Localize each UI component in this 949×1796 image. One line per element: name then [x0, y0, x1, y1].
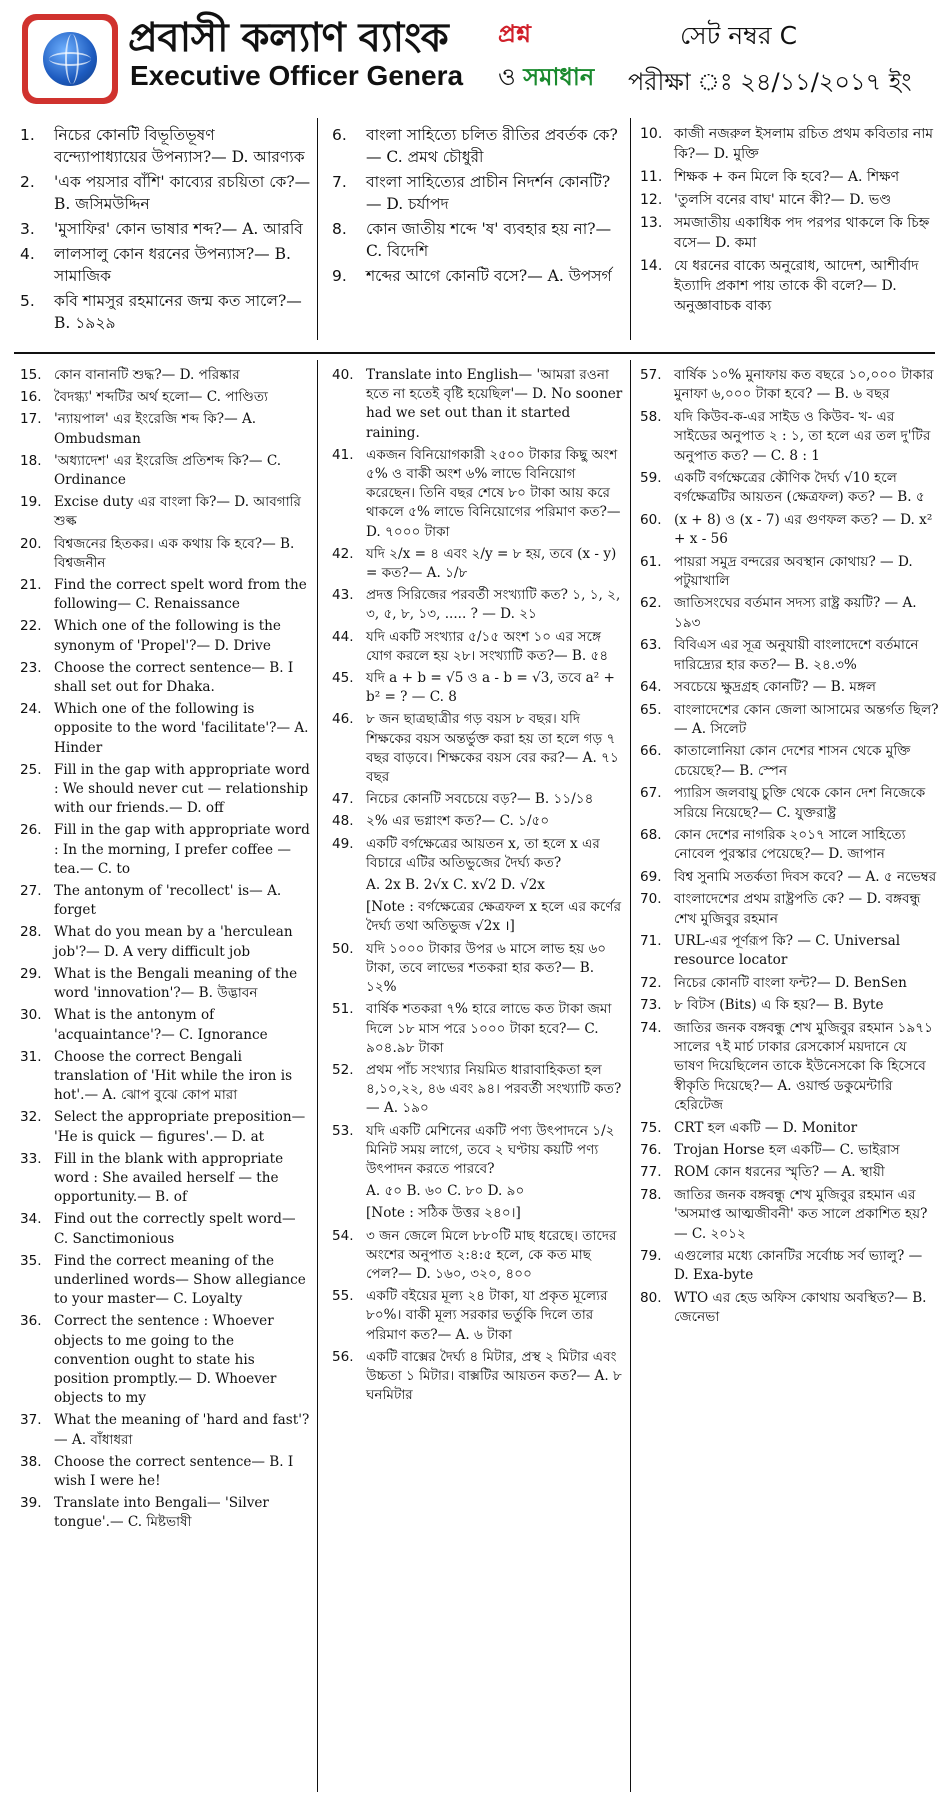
- question-number: 22.: [20, 618, 42, 635]
- question-text: Choose the correct sentence— B. I wish I were he!: [54, 1453, 294, 1489]
- question-note: [332, 1182, 624, 1201]
- question-number: 6.: [332, 126, 347, 144]
- question-item: [20, 821, 312, 879]
- column-divider: [317, 360, 318, 1792]
- question-text: কোন জাতীয় শব্দে 'ষ' ব্যবহার হয় না?— C. বিদেশি: [366, 220, 612, 260]
- question-number: 46.: [332, 711, 354, 728]
- question-item: [20, 700, 312, 758]
- question-text: ৮ জন ছাত্রছাত্রীর গড় বয়স ৮ বছর। যদি শিক্ষকের বয়স অন্তর্ভুক্ত করা হয় তা হলে গড় ৭ বছর বাড়বে। শিক্ষকের বয়স বের কর?— A. ৭১ বছর: [366, 711, 619, 786]
- question-text: যদি ১০০০ টাকার উপর ৬ মাসে লাভ হয় ৬০ টাকা, তবে লাভের শতকরা হার কত?— B. ১২%: [366, 940, 607, 996]
- question-number: 55.: [332, 1288, 354, 1305]
- question-item: [640, 742, 940, 781]
- question-number: 69.: [640, 868, 662, 885]
- question-item: [640, 124, 940, 164]
- question-text: Trojan Horse হল একটি— C. ভাইরাস: [674, 1142, 900, 1159]
- question-text: বিশ্বজনের হিতকর। এক কথায় কি হবে?— B. বিশ্বজনীন: [54, 535, 295, 571]
- question-text: 'অধ্যাদেশ' এর ইংরেজি প্রতিশব্দ কি?— C. Ordinance: [54, 452, 282, 489]
- question-item: [640, 408, 940, 466]
- question-number: 70.: [640, 891, 662, 908]
- question-item: [20, 1210, 312, 1248]
- question-number: 23.: [20, 659, 42, 676]
- qa-answer-word: সমাধান: [523, 63, 595, 91]
- question-item: [20, 366, 312, 385]
- question-text: একটি বর্গক্ষেত্রের কৌণিক দৈর্ঘ্য √10 হলে বর্গক্ষেত্রটির আয়তন (ক্ষেত্রফল) কত? — B. ৫: [674, 470, 925, 506]
- question-number: 43.: [332, 587, 354, 604]
- question-text: কোন দেশের নাগরিক ২০১৭ সালে সাহিত্যে নোবেল পুরস্কার পেয়েছে?— D. জাপান: [674, 826, 906, 863]
- column-divider: [630, 360, 631, 1792]
- question-item: [640, 511, 940, 550]
- question-item: [20, 452, 312, 490]
- question-text: একটি বর্গক্ষেত্রের আয়তন x, তা হলে x এর বিচারে এটির অতিভুজের দৈর্ঘ্য কত?: [366, 835, 600, 871]
- question-item: [640, 784, 940, 823]
- question-number: 10.: [640, 126, 663, 142]
- question-number: 17.: [20, 411, 42, 428]
- question-item: [640, 826, 940, 865]
- question-text: বিশ্ব সুনামি সতর্কতা দিবস কবে? — A. ৫ নভেম্বর: [674, 868, 937, 885]
- question-note: [332, 1204, 624, 1223]
- question-number: 34.: [20, 1211, 42, 1228]
- set-label: সেট নম্বর C: [680, 21, 798, 50]
- question-number: 4.: [20, 245, 35, 263]
- question-item: [20, 535, 312, 573]
- question-item: [640, 190, 940, 210]
- question-number: 8.: [332, 220, 347, 238]
- question-item: [640, 553, 940, 592]
- question-text: Fill in the blank with appropriate word : She availed herself — the opportunity.— B. of: [54, 1150, 284, 1206]
- question-item: [640, 594, 940, 633]
- question-number: [332, 1204, 366, 1223]
- exam-date: পরীক্ষা ঃ ২৪/১১/২০১৭ ইং: [628, 68, 912, 96]
- question-number: 63.: [640, 637, 662, 654]
- question-item: [640, 1141, 940, 1160]
- question-number: 59.: [640, 470, 662, 487]
- question-item: [20, 243, 312, 287]
- question-number: 32.: [20, 1109, 42, 1126]
- question-item: [640, 890, 940, 929]
- question-item: [640, 996, 940, 1015]
- bank-logo: [22, 14, 118, 104]
- question-item: [332, 1061, 624, 1119]
- question-item: [332, 628, 624, 666]
- question-item: [332, 124, 624, 168]
- question-number: 26.: [20, 822, 42, 839]
- question-text: [Note : সঠিক উত্তর ২৪০।]: [366, 1205, 521, 1222]
- question-text: বৈদগ্ধ্য' শব্দটির অর্থ হলো— C. পাণ্ডিত্য: [54, 389, 268, 406]
- question-text: Correct the sentence : Whoever objects to me going to the convention ought to state his position promptly.— D. Whoever objects to my: [54, 1313, 277, 1407]
- question-item: [640, 167, 940, 187]
- question-text: শিক্ষক + কন মিলে কি হবে?— A. শিক্ষণ: [674, 169, 900, 185]
- question-text: জাতির জনক বঙ্গবন্ধু শেখ মুজিবুর রহমান এর 'অসমাপ্ত আত্মজীবনী' কত সালে প্রকাশিত হয়? — C. ২০১২: [674, 1186, 928, 1242]
- question-item: [20, 1252, 312, 1310]
- question-item: [640, 868, 940, 887]
- question-number: 11.: [640, 169, 663, 185]
- question-item: [640, 1247, 940, 1286]
- question-item: [20, 1108, 312, 1146]
- top-column-2: [332, 124, 624, 290]
- question-text: একটি বইয়ের মূল্য ২৪ টাকা, যা প্রকৃত মূল্যের ৮০%। বাকী মূল্য সরকার ভর্তুকি দিলে তার পরিমাণ কত?— A. ৬ টাকা: [366, 1288, 608, 1343]
- globe-icon: [43, 32, 97, 86]
- question-text: এগুলোর মধ্যে কোনটির সর্বোচ্চ সর্ব ভ্যালু? — D. Exa-byte: [674, 1248, 923, 1284]
- column-divider: [317, 118, 318, 340]
- question-text: Translate into English— 'আমরা রওনা হতে না হতেই বৃষ্টি হয়েছিল'— D. No sooner had we set out than it started raining.: [366, 367, 623, 441]
- question-number: [332, 876, 366, 895]
- question-number: 67.: [640, 785, 662, 802]
- question-item: [20, 1411, 312, 1449]
- question-text: ৮ বিটস (Bits) এ কি হয়?— B. Byte: [674, 997, 884, 1014]
- question-text: [Note : বর্গক্ষেত্রের ক্ষেত্রফল x হলে এর কর্ণের দৈর্ঘ্য তথা অতিভুজ √2x ।]: [366, 899, 622, 935]
- qa-and-word: ও: [498, 63, 524, 91]
- question-text: ৩ জন জেলে মিলে ৮৮০টি মাছ ধরেছে। তাদের অংশের অনুপাত ২:৪:৫ হলে, কে কত মাছ পেল?— D. ১৬০, ৩২০, ৪০০: [366, 1227, 617, 1282]
- question-item: [332, 366, 624, 443]
- question-number: 38.: [20, 1453, 42, 1470]
- question-number: 39.: [20, 1495, 42, 1512]
- question-text: বাংলাদেশের কোন জেলা আসামের অন্তর্গত ছিল?— A. সিলেট: [674, 701, 939, 737]
- question-text: Find the correct spelt word from the following— C. Renaissance: [54, 577, 307, 613]
- exam-title: Executive Officer Genera: [130, 60, 464, 91]
- question-text: যদি একটি সংখ্যার ৫/১৫ অংশ ১০ এর সঙ্গে যোগ করলে হয় ২৮। সংখ্যাটি কত?— B. ৫৪: [366, 628, 609, 664]
- question-text: যদি একটি মেশিনের একটি পণ্য উৎপাদনে ১/২ মিনিট সময় লাগে, তবে ২ ঘণ্টায় কয়টি পণ্য উৎপাদন করতে পারবে?: [366, 1122, 615, 1177]
- question-item: [332, 1348, 624, 1406]
- question-number: 15.: [20, 367, 42, 383]
- question-text: What do you mean by a 'herculean job'?— D. A very difficult job: [54, 924, 293, 960]
- bank-title: প্রবাসী কল্যাণ ব্যাংক: [128, 15, 449, 61]
- question-number: 31.: [20, 1048, 42, 1065]
- question-number: 77.: [640, 1164, 662, 1181]
- question-number: 62.: [640, 595, 662, 612]
- question-item: [20, 1494, 312, 1532]
- question-number: 13.: [640, 215, 663, 231]
- question-number: 56.: [332, 1348, 354, 1365]
- question-number: 42.: [332, 545, 354, 562]
- question-text: Find the correct meaning of the underlined words— Show allegiance to your master— C. Loyalty: [54, 1252, 306, 1308]
- question-number: 29.: [20, 965, 42, 982]
- question-item: [640, 636, 940, 675]
- question-text: বিবিএস এর সূত্র অনুযায়ী বাংলাদেশে বর্তমানে দারিদ্র্যের হার কত?— B. ২৪.৩%: [674, 637, 919, 673]
- question-number: 52.: [332, 1061, 354, 1078]
- question-text: Translate into Bengali— 'Silver tongue'.— C. মিষ্টভাষী: [54, 1495, 269, 1531]
- question-text: শব্দের আগে কোনটি বসে?— A. উপসর্গ: [366, 267, 612, 285]
- question-item: [332, 171, 624, 215]
- question-number: 3.: [20, 220, 35, 238]
- question-number: 18.: [20, 452, 42, 469]
- question-text: বাংলা সাহিত্যের প্রাচীন নিদর্শন কোনটি?— D. চর্যাপদ: [366, 173, 611, 213]
- question-item: [20, 493, 312, 531]
- question-text: বাংলাদেশের প্রথম রাষ্ট্রপতি কে? — D. বঙ্গবন্ধু শেখ মুজিবুর রহমান: [674, 891, 921, 927]
- question-item: [640, 1289, 940, 1328]
- question-text: পায়রা সমুদ্র বন্দরের অবস্থান কোথায়? — D. পটুয়াখালি: [674, 553, 913, 590]
- question-number: 50.: [332, 940, 354, 957]
- question-item: [20, 171, 312, 215]
- question-number: 58.: [640, 408, 662, 425]
- question-text: 'এক পয়সার বাঁশি' কাব্যের রচয়িতা কে?— B. জসিমউদ্দিন: [54, 173, 311, 213]
- question-number: 74.: [640, 1019, 662, 1036]
- question-text: কাজী নজরুল ইসলাম রচিত প্রথম কবিতার নাম কি?— D. মুক্তি: [674, 126, 934, 162]
- question-item: [332, 1122, 624, 1180]
- question-number: 78.: [640, 1186, 662, 1203]
- question-item: [20, 410, 312, 448]
- question-number: 27.: [20, 883, 42, 900]
- question-number: 41.: [332, 446, 354, 463]
- question-text: What the meaning of 'hard and fast'?— A. বাঁধাধরা: [54, 1412, 310, 1448]
- question-item: [20, 290, 312, 334]
- question-item: [332, 218, 624, 262]
- question-item: [20, 882, 312, 920]
- question-number: 49.: [332, 835, 354, 852]
- question-text: নিচের কোনটি সবচেয়ে বড়?— B. ১১/১৪: [366, 791, 594, 808]
- question-number: 68.: [640, 826, 662, 843]
- question-text: জাতিসংঘের বর্তমান সদস্য রাষ্ট্র কয়টি? — A. ১৯৩: [674, 595, 917, 631]
- question-item: [640, 213, 940, 253]
- question-item: [20, 761, 312, 819]
- question-number: [332, 1182, 366, 1201]
- question-text: Select the appropriate preposition— 'He is quick — figures'.— D. at: [54, 1109, 306, 1145]
- question-text: Choose the correct Bengali translation of 'Hit while the iron is hot'.— A. ঝোপ বুঝে কোপ মারা: [54, 1048, 293, 1104]
- question-number: 24.: [20, 701, 42, 718]
- question-item: [640, 1186, 940, 1244]
- question-text: URL-এর পূর্ণরূপ কি? — C. Universal resource locator: [674, 932, 901, 969]
- question-number: 16.: [20, 389, 42, 406]
- question-text: লালসালু কোন ধরনের উপন্যাস?— B. সামাজিক: [54, 245, 291, 285]
- main-column-2: [332, 366, 624, 1408]
- question-number: 72.: [640, 974, 662, 991]
- question-text: যদি a + b = √5 ও a - b = √3, তবে a² + b² = ? — C. 8: [366, 670, 615, 706]
- question-text: 'ন্যায়পাল' এর ইংরেজি শব্দ কি?— A. Ombudsman: [54, 411, 257, 447]
- question-text: The antonym of 'recollect' is— A. forget: [54, 883, 282, 919]
- question-item: [332, 710, 624, 787]
- question-item: [332, 790, 624, 809]
- question-item: [20, 218, 312, 240]
- question-item: [640, 366, 940, 405]
- question-item: [332, 1227, 624, 1285]
- page-header: [0, 0, 949, 110]
- question-note: [332, 876, 624, 895]
- question-item: [332, 545, 624, 583]
- question-number: 54.: [332, 1227, 354, 1244]
- question-text: সবচেয়ে ক্ষুদ্রগ্রহ কোনটি? — B. মঙ্গল: [674, 679, 877, 696]
- question-text: প্রদত্ত সিরিজের পরবর্তী সংখ্যাটি কত? ১, ১, ২, ৩, ৫, ৮, ১৩, ..... ? — D. ২১: [366, 587, 621, 623]
- question-number: 76.: [640, 1142, 662, 1159]
- question-text: What is the antonym of 'acquaintance'?— C. Ignorance: [54, 1007, 268, 1043]
- question-number: 20.: [20, 535, 42, 552]
- question-number: 25.: [20, 761, 42, 778]
- question-item: [20, 659, 312, 697]
- question-text: নিচের কোনটি বিভূতিভূষণ বন্দ্যোপাধ্যায়ের উপন্যাস?— D. আরণ্যক: [54, 126, 305, 166]
- question-number: 45.: [332, 670, 354, 687]
- question-item: [640, 1019, 940, 1116]
- question-number: 28.: [20, 924, 42, 941]
- question-number: 19.: [20, 494, 42, 511]
- question-text: ROM কোন ধরনের স্মৃতি? — A. স্থায়ী: [674, 1164, 885, 1181]
- question-item: [332, 446, 624, 542]
- question-item: [640, 701, 940, 740]
- question-text: 'মুসাফির' কোন ভাষার শব্দ?— A. আরবি: [54, 220, 303, 238]
- column-divider: [630, 118, 631, 340]
- qa-label: [498, 16, 594, 99]
- question-item: [332, 265, 624, 287]
- question-item: [332, 669, 624, 707]
- question-number: 12.: [640, 192, 663, 208]
- question-text: নিচের কোনটি বাংলা ফন্ট?— D. BenSen: [674, 974, 907, 991]
- question-number: 33.: [20, 1150, 42, 1167]
- question-text: Which one of the following is the synonym of 'Propel'?— D. Drive: [54, 618, 281, 654]
- question-number: 60.: [640, 511, 662, 528]
- question-item: [20, 124, 312, 168]
- question-number: 7.: [332, 173, 347, 191]
- question-item: [20, 1048, 312, 1106]
- question-number: 80.: [640, 1289, 662, 1306]
- question-number: 44.: [332, 628, 354, 645]
- question-item: [640, 256, 940, 316]
- question-text: Excise duty এর বাংলা কি?— D. আবগারি শুল্ক: [54, 494, 302, 530]
- question-number: 61.: [640, 553, 662, 570]
- question-text: Find out the correctly spelt word— C. Sanctimonious: [54, 1211, 296, 1247]
- question-number: 57.: [640, 367, 662, 383]
- question-number: 64.: [640, 679, 662, 696]
- question-item: [640, 1119, 940, 1138]
- question-note: [332, 898, 624, 936]
- question-item: [640, 678, 940, 697]
- question-text: যদি ২/x = ৪ এবং ২/y = ৮ হয়, তবে (x - y) = কত?— A. ১/৮: [366, 545, 617, 582]
- question-text: 'তুলসি বনের বাঘ' মানে কী?— D. ভণ্ড: [674, 192, 892, 208]
- question-text: (x + 8) ও (x - 7) এর গুণফল কত? — D. x² + x - 56: [674, 511, 933, 548]
- question-text: Choose the correct sentence— B. I shall set out for Dhaka.: [54, 659, 294, 696]
- question-number: 14.: [640, 258, 663, 274]
- question-number: [332, 898, 366, 936]
- question-number: 47.: [332, 791, 354, 808]
- question-number: 73.: [640, 997, 662, 1014]
- question-item: [20, 923, 312, 961]
- question-text: কোন বানানটি শুদ্ধ?— D. পরিষ্কার: [54, 367, 240, 383]
- question-item: [332, 1000, 624, 1058]
- question-item: [332, 835, 624, 873]
- question-text: ২% এর ভগ্নাংশ কত?— C. ১/৫০: [366, 813, 550, 830]
- question-number: 30.: [20, 1007, 42, 1024]
- question-item: [20, 1150, 312, 1208]
- question-text: কবি শামসুর রহমানের জন্ম কত সালে?— B. ১৯২৯: [54, 292, 302, 332]
- question-number: 53.: [332, 1122, 354, 1139]
- question-item: [640, 469, 940, 508]
- question-number: 75.: [640, 1119, 662, 1136]
- top-column-3: [640, 124, 940, 319]
- question-text: প্যারিস জলবায়ু চুক্তি থেকে কোন দেশ নিজেকে সরিয়ে নিয়েছে?— C. যুক্তরাষ্ট্র: [674, 785, 926, 821]
- question-item: [20, 388, 312, 407]
- question-text: সমজাতীয় একাধিক পদ পরপর থাকলে কি চিহ্ন বসে— D. কমা: [674, 215, 930, 251]
- question-item: [20, 576, 312, 614]
- question-text: Which one of the following is opposite to the word 'facilitate'?— A. Hinder: [54, 701, 309, 756]
- question-number: 9.: [332, 267, 347, 285]
- question-item: [20, 1312, 312, 1408]
- main-column-1: [20, 366, 312, 1536]
- question-text: কাতালোনিয়া কোন দেশের শাসন থেকে মুক্তি চেয়েছে?— B. স্পেন: [674, 743, 911, 779]
- question-text: প্রথম পাঁচ সংখ্যার নিয়মিত ধারাবাহিকতা হল ৪,১০,২২, ৪৬ এবং ৯৪। পরবর্তী সংখ্যাটি কত?— A. ১৯০: [366, 1061, 622, 1117]
- question-number: 2.: [20, 173, 35, 191]
- question-number: 71.: [640, 932, 662, 949]
- question-text: What is the Bengali meaning of the word 'innovation'?— B. উদ্ভাবন: [54, 965, 298, 1002]
- question-item: [332, 1287, 624, 1345]
- question-number: 51.: [332, 1001, 354, 1018]
- question-text: জাতির জনক বঙ্গবন্ধু শেখ মুজিবুর রহমান ১৯৭১ সালের ৭ই মার্চ ঢাকার রেসকোর্স ময়দানে যে ভাষণ দিয়েছিলেন তাকে ইউনেসকো কি হিসেবে স্বীকৃতি দিয়েছে?— A. ওয়ার্ল্ড ডকুমেন্টারি হেরিটেজ: [674, 1019, 933, 1114]
- question-text: WTO এর হেড অফিস কোথায় অবস্থিত?— B. জেনেভা: [674, 1289, 927, 1326]
- question-text: A. ৫০ B. ৬০ C. ৮০ D. ৯০: [366, 1183, 525, 1200]
- question-text: CRT হল একটি — D. Monitor: [674, 1119, 858, 1136]
- question-number: 21.: [20, 577, 42, 594]
- question-item: [332, 586, 624, 624]
- question-item: [640, 974, 940, 993]
- question-item: [20, 1453, 312, 1491]
- question-text: যে ধরনের বাক্যে অনুরোধ, আদেশ, আশীর্বাদ ইত্যাদি প্রকাশ পায় তাকে কী বলে?— D. অনুজ্ঞাবাচক বাক্য: [674, 258, 919, 314]
- question-number: 1.: [20, 126, 35, 144]
- question-number: 79.: [640, 1248, 662, 1265]
- question-text: যদি কিউব-ক-এর সাইড ও কিউব- খ- এর সাইডের অনুপাত ২ : ১, তা হলে এর তল দু'টির অনুপাত কত? — C. 8 : 1: [674, 408, 931, 464]
- main-column-3: [640, 366, 940, 1331]
- question-number: 65.: [640, 701, 662, 718]
- section-divider: [14, 352, 935, 354]
- question-text: A. 2x B. 2√x C. x√2 D. √2x: [366, 877, 545, 894]
- top-column-1: [20, 124, 312, 337]
- question-text: Fill in the gap with appropriate word : In the morning, I prefer coffee — tea.— C. to: [54, 822, 310, 877]
- question-item: [20, 1006, 312, 1044]
- question-item: [640, 1163, 940, 1182]
- question-text: বাংলা সাহিত্যে চলিত রীতির প্রবর্তক কে?— C. প্রমথ চৌধুরী: [366, 126, 618, 166]
- question-number: 40.: [332, 367, 354, 383]
- question-text: বার্ষিক ১০% মুনাফায় কত বছরে ১০,০০০ টাকার মুনাফা ৬,০০০ টাকা হবে? — B. ৬ বছর: [674, 367, 934, 403]
- question-number: 5.: [20, 292, 35, 310]
- question-number: 48.: [332, 813, 354, 830]
- question-number: 66.: [640, 743, 662, 760]
- question-number: 35.: [20, 1252, 42, 1269]
- question-item: [20, 617, 312, 655]
- question-text: একটি বাক্সের দৈর্ঘ্য ৪ মিটার, প্রস্থ ২ মিটার এবং উচ্চতা ১ মিটার। বাক্সটির আয়তন কত?— A. ৮ ঘনমিটার: [366, 1348, 622, 1404]
- question-number: 36.: [20, 1313, 42, 1330]
- question-item: [20, 965, 312, 1003]
- question-text: বার্ষিক শতকরা ৭% হারে লাভে কত টাকা জমা দিলে ১৮ মাস পরে ১০০০ টাকা হবে?— C. ৯০৪.৯৮ টাকা: [366, 1001, 612, 1056]
- question-item: [332, 812, 624, 831]
- question-number: 37.: [20, 1412, 42, 1429]
- question-text: একজন বিনিয়োগকারী ২৫০০ টাকার কিছু অংশ ৫% ও বাকী অংশ ৬% লাভে বিনিয়োগ করেছেন। তিনি বছর শেষে ৮০ টাকা আয় করে থাকলে ৫% লাভে বিনিয়োগের পরিমাণ কত?— D. ৭০০০ টাকা: [366, 446, 621, 540]
- question-item: [640, 932, 940, 971]
- question-text: Fill in the gap with appropriate word : We should never cut — relationship with our friends.— D. off: [54, 761, 310, 817]
- qa-question-word: প্রশ্ন: [498, 20, 532, 48]
- question-item: [332, 940, 624, 998]
